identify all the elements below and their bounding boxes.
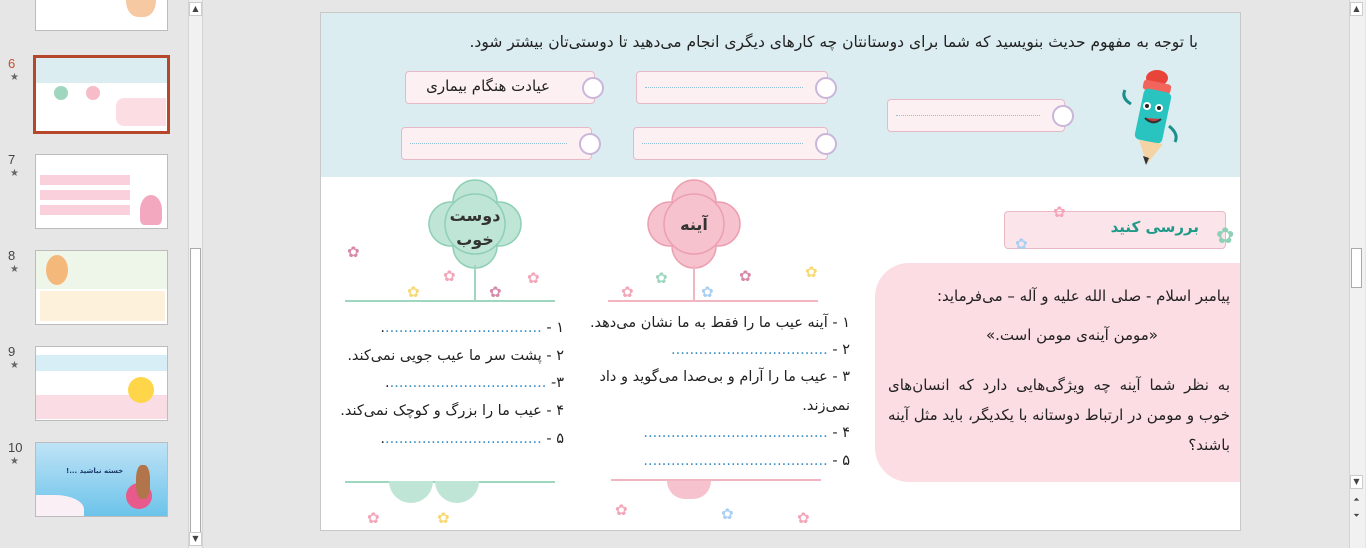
answer-tag-empty[interactable]	[887, 99, 1065, 132]
slide-thumbnail-7[interactable]	[0, 152, 190, 232]
friend-title-line-2: خوب	[456, 229, 494, 249]
answer-tag-empty[interactable]	[401, 127, 592, 160]
friend-item-1[interactable]: ۱ - ...................................	[380, 320, 564, 336]
answer-tag-filled[interactable]	[405, 71, 595, 104]
slide-number: 9	[8, 344, 16, 359]
slide-number: 8	[8, 248, 16, 263]
friend-title-line-1: دوست	[449, 205, 501, 225]
pencil-mascot-icon	[1117, 68, 1183, 168]
animation-star-icon: ★	[10, 360, 19, 371]
check-label: بررسی کنید	[1110, 218, 1199, 236]
slide-number: 7	[8, 152, 16, 167]
flower-icon: ✿	[1216, 224, 1235, 249]
flower-icon: ✿	[437, 509, 450, 527]
flower-icon: ✿	[407, 283, 420, 301]
hadith-question: به نظر شما آینه چه ویژگی‌هایی دارد که انسان‌های خوب و مومن در ارتباط دوستانه با یکدیگر، باید مثل آینه باشند؟	[888, 376, 1230, 454]
animation-star-icon: ★	[10, 168, 19, 179]
flower-icon: ✿	[621, 283, 634, 301]
thumbnail-scrollbar[interactable]	[188, 0, 203, 548]
mirror-item-3-cont: نمی‌زند.	[802, 398, 850, 414]
friend-item-5[interactable]: ۵ - ...................................	[380, 431, 564, 447]
tag-hole-icon	[579, 133, 601, 155]
flower-icon: ✿	[347, 243, 360, 261]
scroll-up-icon[interactable]: ▲	[1350, 2, 1363, 16]
slide-5-preview[interactable]	[35, 0, 168, 31]
slide-number: 6	[8, 56, 16, 71]
tag-hole-icon	[582, 77, 604, 99]
animation-star-icon: ★	[10, 456, 19, 467]
scroll-down-icon[interactable]: ▼	[189, 532, 202, 546]
flower-icon: ✿	[701, 283, 714, 301]
animation-star-icon: ★	[10, 72, 19, 83]
answer-tag-empty[interactable]	[633, 127, 828, 160]
next-slide-icon[interactable]: ⏷	[1350, 510, 1363, 524]
scrollbar-thumb[interactable]	[1351, 248, 1362, 288]
slide-thumbnail-6[interactable]	[0, 56, 190, 136]
check-banner	[1004, 211, 1226, 249]
mirror-item-1: ۱ - آینه عیب ما را فقط به ما نشان می‌دهد.	[589, 315, 850, 331]
thumb-10-text: خسته نباشید ...!	[66, 467, 124, 475]
scroll-down-icon[interactable]: ▼	[1350, 475, 1363, 489]
hadith-quote: «مومن آینه‌ی مومن است.»	[985, 326, 1158, 344]
mirror-item-2[interactable]: ۲ - ..................................	[671, 342, 850, 358]
flower-icon: ✿	[615, 501, 628, 519]
slide-thumbnail-9[interactable]	[0, 344, 190, 424]
previous-slide-icon[interactable]: ⏶	[1350, 494, 1363, 508]
slide-thumbnail-8[interactable]	[0, 248, 190, 328]
tag-text: عیادت هنگام بیماری	[426, 77, 550, 95]
slide-number: 10	[8, 440, 23, 455]
instruction-text: با توجه به مفهوم حدیث بنویسید که شما برای دوستانتان چه کارهای دیگری انجام می‌دهید تا دوستی‌تان بیشتر شود.	[469, 33, 1198, 51]
tag-hole-icon	[815, 77, 837, 99]
flower-icon: ✿	[1015, 235, 1028, 253]
slide-10-preview[interactable]	[35, 442, 168, 517]
friend-item-3[interactable]: ۳- ...................................	[385, 375, 564, 391]
slide-scrollbar[interactable]	[1349, 0, 1365, 548]
flower-icon: ✿	[739, 267, 752, 285]
flower-icon: ✿	[443, 267, 456, 285]
slide-thumbnail-10[interactable]	[0, 440, 190, 520]
hadith-box	[875, 263, 1241, 482]
friend-flower-icon	[425, 178, 525, 274]
flower-icon: ✿	[527, 269, 540, 287]
slide-thumbnail-panel	[0, 0, 190, 548]
scrollbar-thumb[interactable]	[190, 248, 201, 540]
slide-9-preview[interactable]	[35, 346, 168, 421]
slide-6-preview[interactable]	[33, 55, 170, 134]
flower-icon: ✿	[1053, 203, 1066, 221]
hadith-intro: پیامبر اسلام - صلی الله علیه و آله – می‌فرماید:	[936, 287, 1230, 305]
slide-thumbnail-5[interactable]	[0, 0, 190, 36]
flower-icon: ✿	[721, 505, 734, 523]
slide-7-preview[interactable]	[35, 154, 168, 229]
flower-icon: ✿	[489, 283, 502, 301]
mirror-item-4[interactable]: ۴ - ........................................	[643, 425, 850, 441]
flower-icon: ✿	[797, 509, 810, 527]
scroll-up-icon[interactable]: ▲	[189, 2, 202, 16]
friend-item-2: ۲ - پشت سر ما عیب جویی نمی‌کند.	[347, 348, 564, 364]
animation-star-icon: ★	[10, 264, 19, 275]
mirror-title: آینه	[680, 214, 708, 234]
mirror-item-3: ۳ - عیب ما را آرام و بی‌صدا می‌گوید و داد	[599, 369, 850, 385]
friend-item-4: ۴ - عیب ما را بزرگ و کوچک نمی‌کند.	[340, 403, 564, 419]
slide-canvas[interactable]	[320, 12, 1241, 531]
tag-hole-icon	[815, 133, 837, 155]
answer-tag-empty[interactable]	[636, 71, 828, 104]
tag-hole-icon	[1052, 105, 1074, 127]
slide-8-preview[interactable]	[35, 250, 168, 325]
flower-icon: ✿	[805, 263, 818, 281]
flower-icon: ✿	[655, 269, 668, 287]
mirror-item-5[interactable]: ۵ - ........................................	[643, 453, 850, 469]
flower-icon: ✿	[367, 509, 380, 527]
